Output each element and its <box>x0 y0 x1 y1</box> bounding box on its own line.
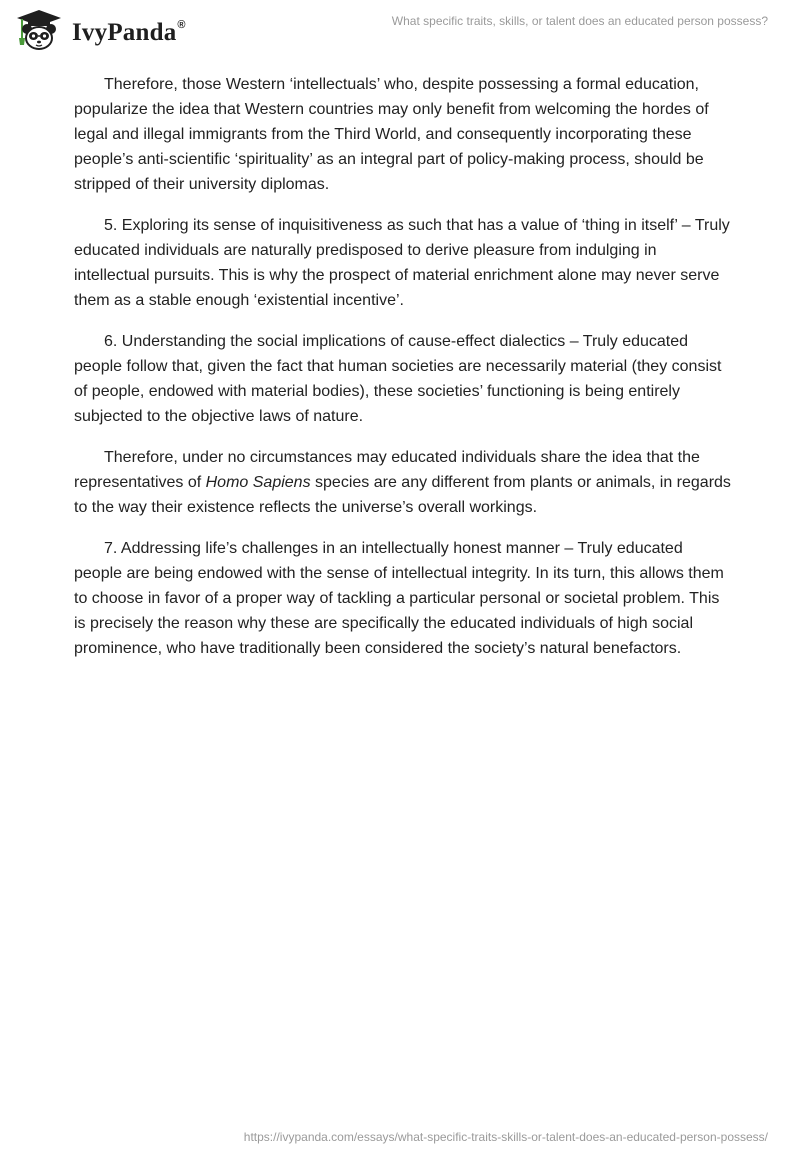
essay-body <box>74 72 734 677</box>
paragraph: 5. Exploring its sense of inquisitiveness as such that has a value of ‘thing in itself’ – Truly educated individuals are naturally predisposed to derive pleasure from indulging in intellectual pursuits. This is why the prospect of material enrichment alone may never serve them as a stable enough ‘existential incentive’. <box>74 217 730 309</box>
paragraph-text: Therefore, under no circumstances may educated individuals share the idea that the representatives of <box>74 449 700 491</box>
paragraph: 6. Understanding the social implications of cause-effect dialectics – Truly educated people follow that, given the fact that human societies are necessarily material (they consist of people, endowed with material bodies), these societies’ functioning is being entirely subjected to the objective laws of nature. <box>74 333 722 425</box>
ivypanda-logo[interactable] <box>14 8 186 52</box>
paragraph-text: species are any different from plants or animals, in regards to the way their existence reflects the universe’s overall workings. <box>74 474 731 516</box>
italic-term: Homo Sapiens <box>205 474 311 491</box>
registered-mark: ® <box>177 19 186 31</box>
paragraph: Therefore, those Western ‘intellectuals’ who, despite possessing a formal education, popularize the idea that Western countries may only benefit from welcoming the hordes of legal and illegal immigrants from the Third World, and consequently incorporating these people’s anti-scientific ‘spirituality’ as an integral part of policy-making process, should be stripped of their university diplomas. <box>74 76 709 193</box>
paragraph: 7. Addressing life’s challenges in an intellectually honest manner – Truly educated people are being endowed with the sense of intellectual integrity. In its turn, this allows them to choose in favor of a proper way of tackling a particular personal or societal problem. This is precisely the reason why these are specifically the educated individuals of high social prominence, who have traditionally been considered the society’s natural benefactors. <box>74 540 724 657</box>
source-url[interactable]: https://ivypanda.com/essays/what-specific-traits-skills-or-talent-does-an-educated-person-possess/ <box>243 1130 768 1144</box>
brand-name: IvyPanda® <box>72 19 186 46</box>
panda-graduate-icon <box>14 8 64 52</box>
page-header <box>0 0 800 60</box>
paragraph <box>74 445 734 520</box>
document-title: What specific traits, skills, or talent does an educated person possess? <box>391 14 768 28</box>
